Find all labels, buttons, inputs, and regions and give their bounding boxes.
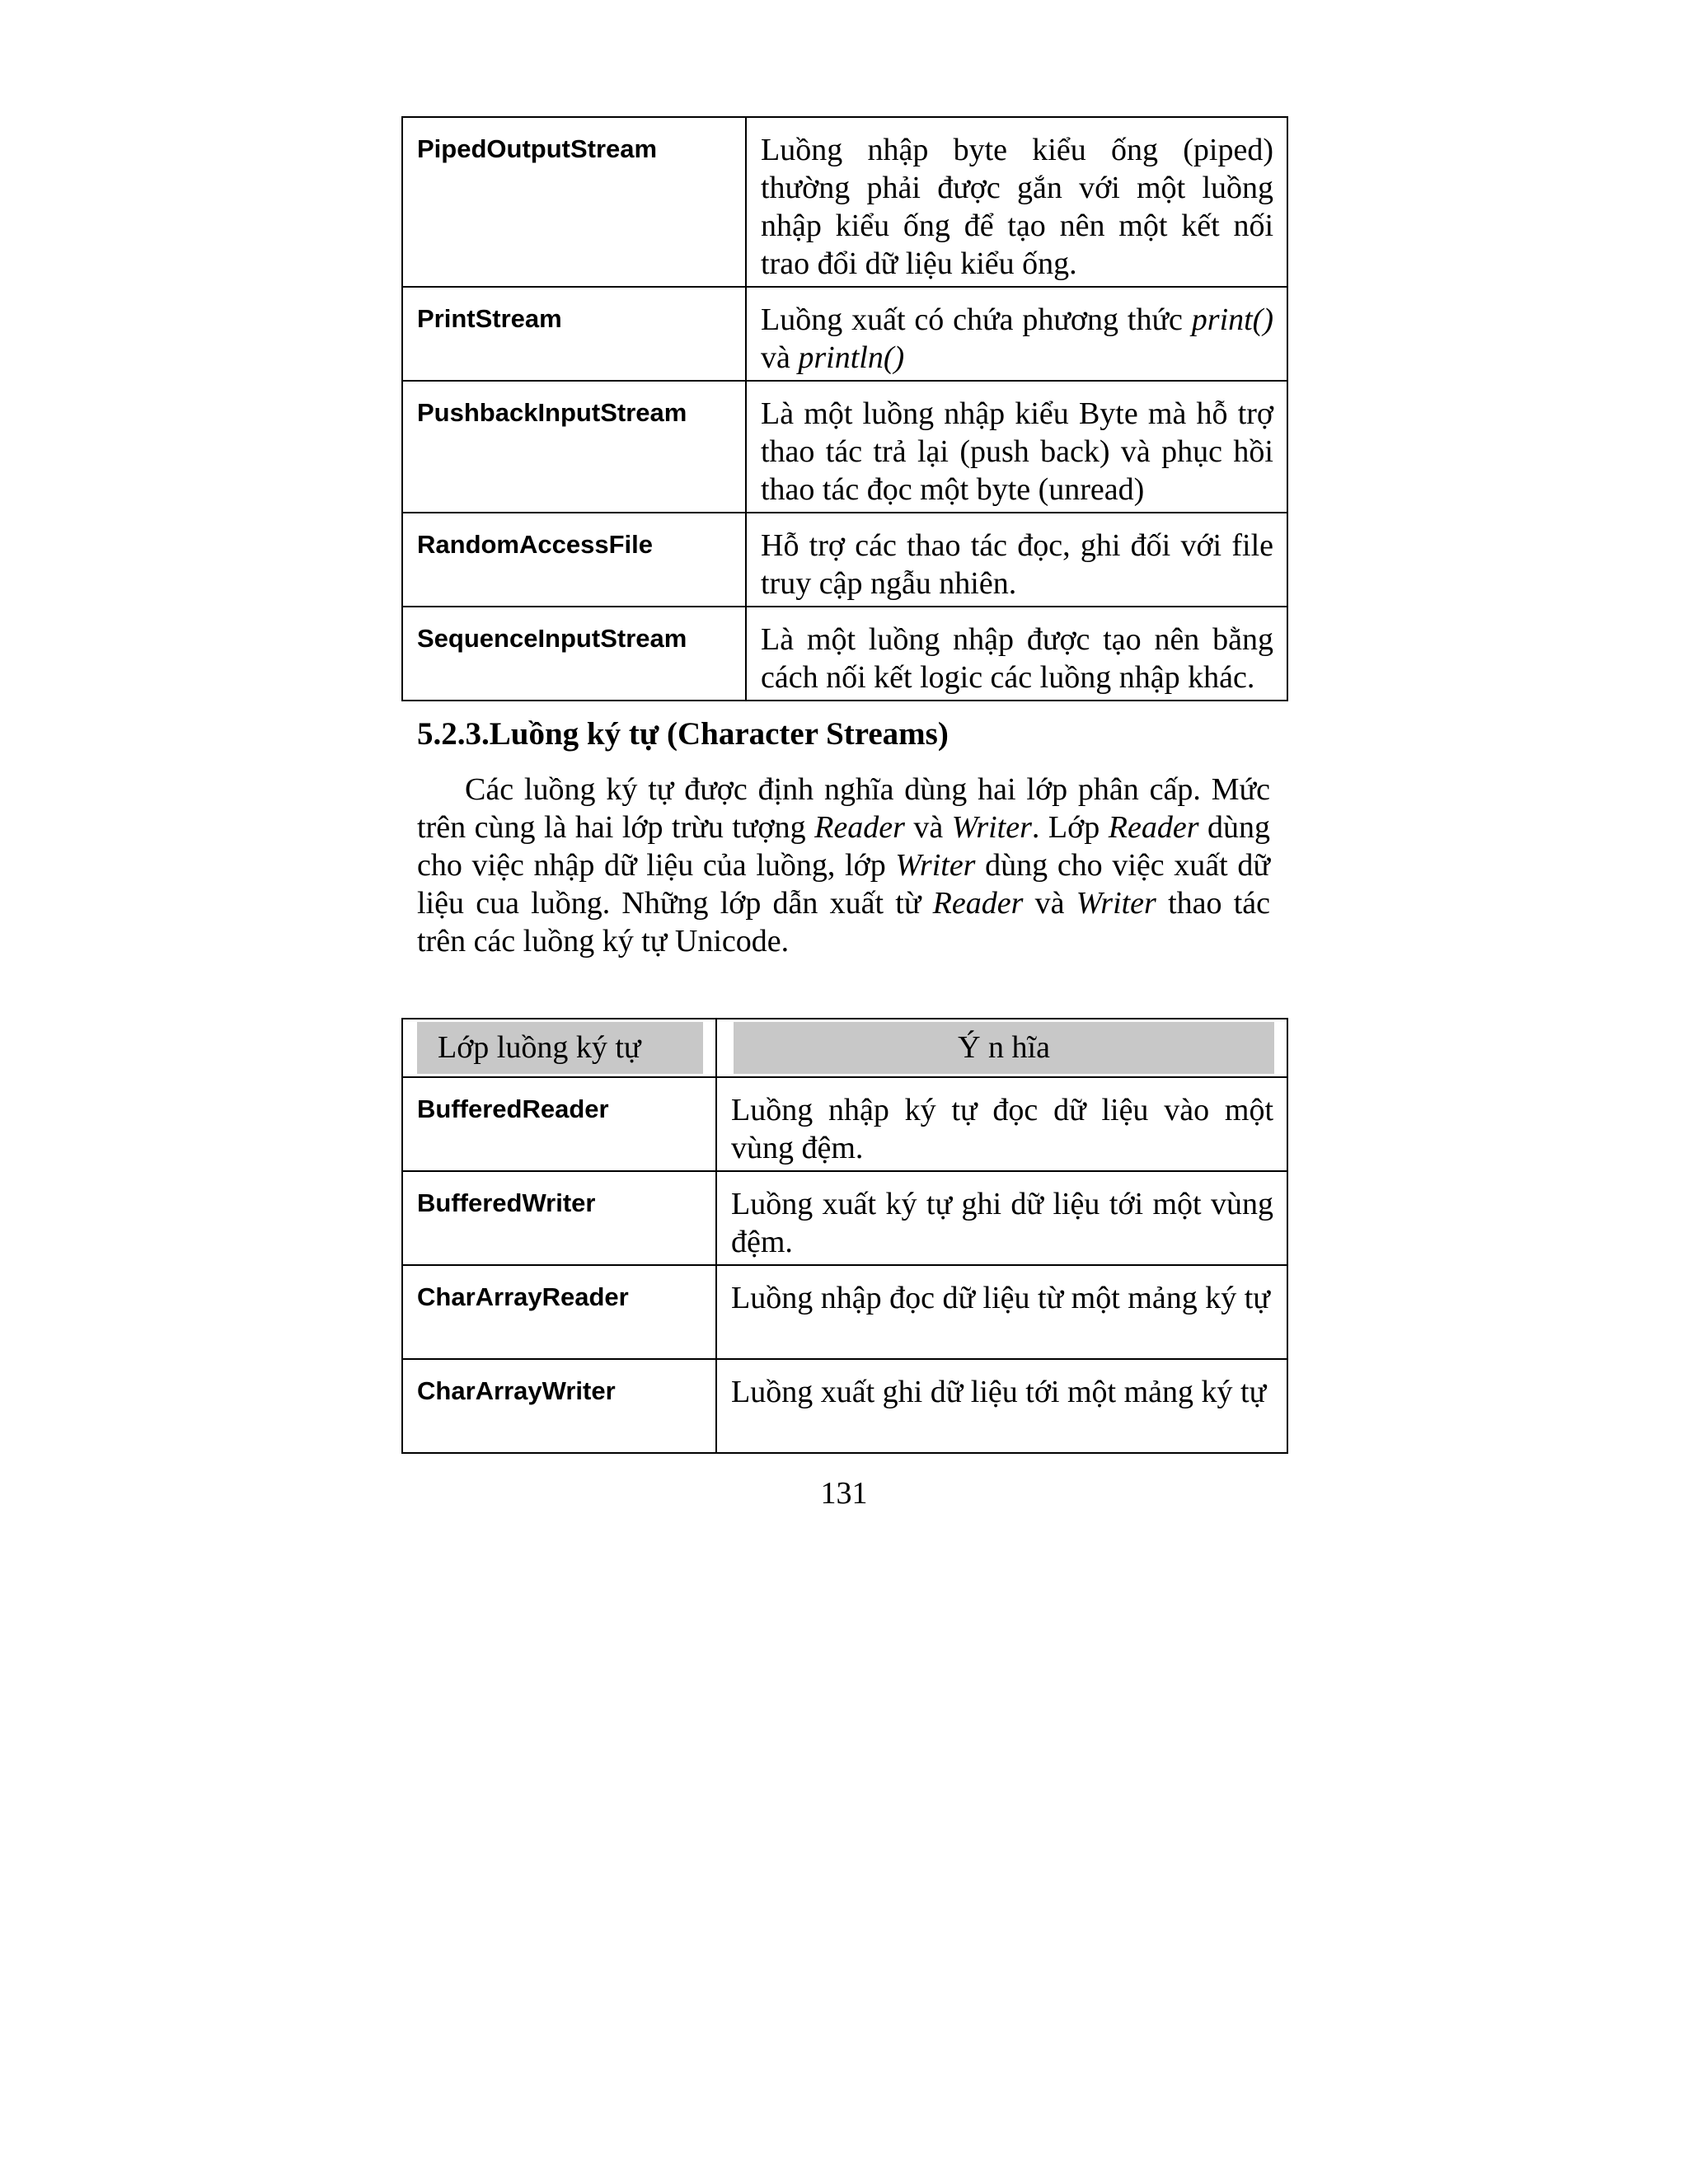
class-name-cell: CharArrayReader <box>402 1265 716 1359</box>
class-reference: Writer <box>895 848 976 883</box>
header-label: Ý n hĩa <box>734 1022 1274 1074</box>
description-cell: Luồng nhập byte kiểu ống (piped) thường phải được gắn với một luồng nhập kiểu ống để tạo nên một kết nối trao đổi dữ liệu kiểu ống. <box>746 117 1287 287</box>
description-cell: Là một luồng nhập được tạo nên bằng cách nối kết logic các luồng nhập khác. <box>746 607 1287 701</box>
char-stream-table <box>401 1018 1288 1454</box>
table-row <box>402 381 1287 513</box>
class-reference: Reader <box>932 886 1024 921</box>
class-reference: Reader <box>814 810 905 845</box>
description-text: Luồng xuất có chứa phương thức <box>761 302 1192 337</box>
paragraph-text: Các luồng ký tự được định nghĩa dùng hai lớp phân cấp. Mức trên cùng là hai lớp trừu tượng <box>417 772 1270 845</box>
class-name-cell: PushbackInputStream <box>402 381 746 513</box>
table-row <box>402 1359 1287 1453</box>
class-reference: Writer <box>1076 886 1156 921</box>
description-cell: Luồng xuất ghi dữ liệu tới một mảng ký tự <box>716 1359 1287 1453</box>
byte-stream-table <box>401 116 1288 701</box>
table-row <box>402 513 1287 607</box>
description-cell: Hỗ trợ các thao tác đọc, ghi đối với file truy cập ngẫu nhiên. <box>746 513 1287 607</box>
paragraph-text: dùng cho việc nhập dữ liệu của luồng, lớp <box>417 810 1271 883</box>
method-name: println() <box>798 340 905 375</box>
method-name: print() <box>1191 302 1273 337</box>
class-name-cell: BufferedWriter <box>402 1171 716 1265</box>
table-row <box>402 1077 1287 1171</box>
class-reference: Reader <box>1108 810 1199 845</box>
description-text: và <box>761 340 799 375</box>
paragraph-text: và <box>1023 886 1076 921</box>
table-row <box>402 607 1287 701</box>
header-cell-class <box>402 1019 716 1077</box>
paragraph-text: và <box>904 810 952 845</box>
table-row <box>402 117 1287 287</box>
class-name-cell: CharArrayWriter <box>402 1359 716 1453</box>
table-row <box>402 287 1287 381</box>
paragraph-text: . Lớp <box>1031 810 1109 845</box>
class-name-cell: BufferedReader <box>402 1077 716 1171</box>
description-cell: Là một luồng nhập kiểu Byte mà hỗ trợ thao tác trả lại (push back) và phục hồi thao tác đọc một byte (unread) <box>746 381 1287 513</box>
class-name-cell: PrintStream <box>402 287 746 381</box>
paragraph-text: dùng cho việc xuất dữ liệu cua luồng. Những lớp dẫn xuất từ <box>417 848 1270 921</box>
description-cell: Luồng nhập đọc dữ liệu từ một mảng ký tự <box>716 1265 1287 1359</box>
class-name-cell: SequenceInputStream <box>402 607 746 701</box>
class-name-cell: PipedOutputStream <box>402 117 746 287</box>
description-cell <box>746 287 1287 381</box>
description-cell: Luồng xuất ký tự ghi dữ liệu tới một vùng đệm. <box>716 1171 1287 1265</box>
table-row <box>402 1265 1287 1359</box>
header-label: Lớp luồng ký tự <box>417 1022 703 1074</box>
class-reference: Writer <box>951 810 1032 845</box>
class-name-cell: RandomAccessFile <box>402 513 746 607</box>
table-header-row <box>402 1019 1287 1077</box>
page-number: 131 <box>820 1476 868 1511</box>
description-cell: Luồng nhập ký tự đọc dữ liệu vào một vùng đệm. <box>716 1077 1287 1171</box>
paragraph-text: thao tác trên các luồng ký tự Unicode. <box>417 886 1270 958</box>
body-paragraph <box>417 771 1270 960</box>
table-row <box>402 1171 1287 1265</box>
header-cell-meaning <box>716 1019 1287 1077</box>
section-heading: 5.2.3.Luồng ký tự (Character Streams) <box>417 716 949 752</box>
